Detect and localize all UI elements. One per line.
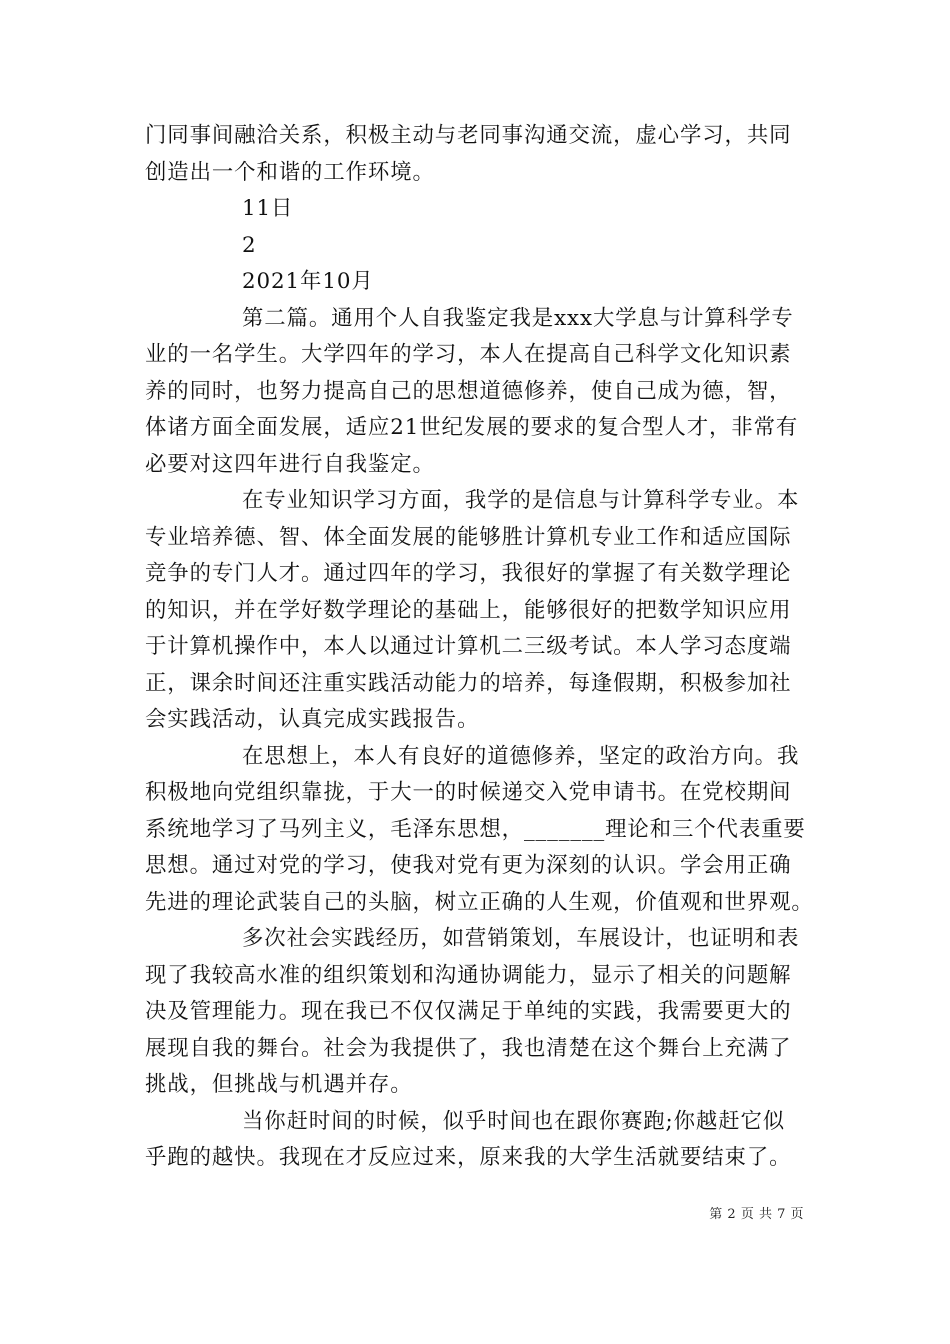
text-line: 的知识，并在学好数学理论的基础上，能够很好的把数学知识应用 — [145, 597, 792, 623]
text-line: 积极地向党组织靠拢，于大一的时候递交入党申请书。在党校期间 — [145, 780, 792, 805]
text-line: 2 — [242, 232, 257, 258]
text-line: 于计算机操作中，本人以通过计算机二三级考试。本人学习态度端 — [145, 634, 792, 659]
text-line: 11日 — [242, 196, 294, 221]
text-line: 在专业知识学习方面，我学的是信息与计算科学专业。本 — [242, 488, 800, 513]
text-line: 养的同时，也努力提高自己的思想道德修养，使自己成为德，智， — [145, 378, 792, 404]
text-line: 在思想上，本人有良好的道德修养，坚定的政治方向。我 — [242, 743, 800, 769]
text-line: 挑战，但挑战与机遇并存。 — [145, 1072, 413, 1097]
text-line: 先进的理论武装自己的头脑，树立正确的人生观，价值观和世界观。 — [145, 889, 814, 915]
text-line: 专业培养德、智、体全面发展的能够胜计算机专业工作和适应国际 — [145, 524, 792, 550]
text-line: 业的一名学生。大学四年的学习，本人在提高自己科学文化知识素 — [145, 342, 792, 367]
text-line: 现了我较高水准的组织策划和沟通协调能力，显示了相关的问题解 — [145, 962, 792, 988]
page-number: 第 2 页 共 7 页 — [709, 1207, 804, 1222]
text-line: 第二篇。通用个人自我鉴定我是xxx大学息与计算科学专 — [242, 305, 794, 331]
text-line: 会实践活动，认真完成实践报告。 — [145, 707, 480, 732]
text-line: 思想。通过对党的学习，使我对党有更为深刻的认识。学会用正确 — [145, 853, 792, 878]
text-line: 体诸方面全面发展，适应21世纪发展的要求的复合型人才，非常有 — [145, 415, 799, 440]
text-line: 2021年10月 — [242, 269, 374, 294]
text-line: 竞争的专门人才。通过四年的学习，我很好的掌握了有关数学理论 — [145, 561, 792, 586]
document-body — [145, 118, 814, 1177]
text-line: 门同事间融洽关系，积极主动与老同事沟通交流，虚心学习，共同 — [145, 123, 792, 148]
text-line: 系统地学习了马列主义，毛泽东思想，_______理论和三个代表重要 — [145, 816, 806, 842]
text-line: 展现自我的舞台。社会为我提供了，我也清楚在这个舞台上充满了 — [145, 1035, 792, 1061]
text-line: 乎跑的越快。我现在才反应过来，原来我的大学生活就要结束了。 — [145, 1145, 792, 1170]
text-line: 创造出一个和谐的工作环境。 — [145, 159, 435, 185]
text-line: 决及管理能力。现在我已不仅仅满足于单纯的实践，我需要更大的 — [145, 999, 792, 1024]
text-line: 当你赶时间的时候，似乎时间也在跟你赛跑;你越赶它似 — [242, 1108, 786, 1134]
text-line: 必要对这四年进行自我鉴定。 — [145, 451, 435, 477]
text-line: 多次社会实践经历，如营销策划，车展设计，也证明和表 — [242, 926, 800, 951]
text-line: 正，课余时间还注重实践活动能力的培养，每逢假期，积极参加社 — [145, 670, 792, 696]
